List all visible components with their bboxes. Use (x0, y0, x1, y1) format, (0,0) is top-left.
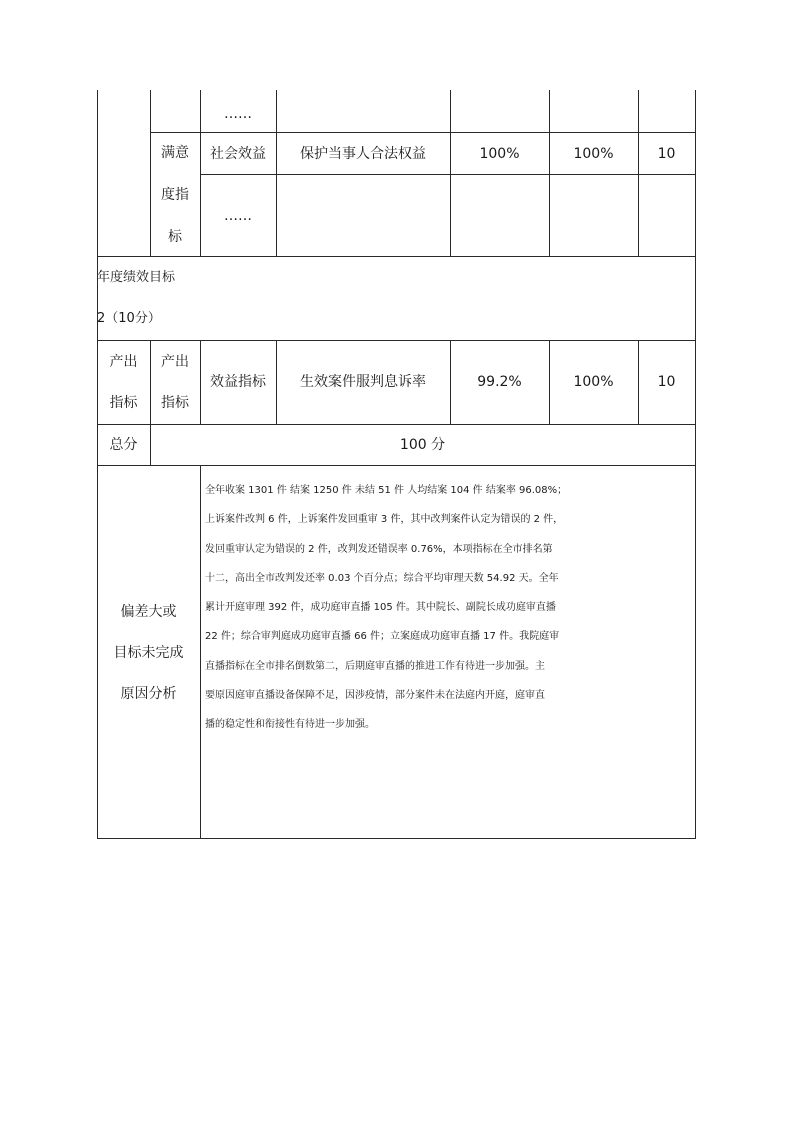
satisfaction-label-line2: 度指 (161, 187, 189, 203)
analysis-line: 上诉案件改判 6 件，上诉案件发回重审 3 件，其中改判案件认定为错误的 2 件， (205, 514, 564, 526)
analysis-label-line1: 偏差大或 (120, 604, 177, 620)
analysis-line: 要原因庭审直播设备保障不足，因涉疫情，部分案件未在法庭内开庭，庭审直 (205, 690, 545, 702)
analysis-text (205, 476, 695, 740)
satisfaction-label-line1: 满意 (161, 145, 189, 161)
output-label2-line1: 产出 (161, 354, 189, 370)
output-indicator: 生效案件服判息诉率 (300, 374, 426, 390)
col-divider (450, 90, 451, 256)
analysis-line: 累计开庭审理 392 件，成功庭审直播 105 件。其中院长、副院长成功庭审直播 (205, 602, 556, 614)
satisfaction-subtype: 社会效益 (210, 146, 266, 162)
analysis-line: 十二，高出全市改判发还率 0.03 个百分点；综合平均审理天数 54.92 天。全年 (205, 572, 559, 584)
analysis-label-line2: 目标未完成 (113, 645, 184, 661)
table-bottom-border (97, 838, 696, 839)
row-divider (200, 174, 696, 175)
analysis-line: 播的稳定性和衔接性有待进一步加强。 (205, 719, 375, 731)
col-divider (200, 465, 201, 839)
output-actual: 100% (573, 374, 614, 390)
satisfaction-label-line3: 标 (168, 229, 182, 245)
col-divider (638, 90, 639, 256)
output-label1-line1: 产出 (109, 354, 138, 370)
col-divider (549, 90, 550, 256)
row-divider (97, 256, 696, 257)
analysis-line: 全年收案 1301 件 结案 1250 件 未结 51 件 人均结案 104 件 结案率 96.08%； (205, 485, 568, 496)
satisfaction-target: 100% (479, 146, 520, 162)
row-divider (97, 424, 696, 425)
goal2-label-line2: 2（10分） (97, 311, 161, 326)
analysis-line: 直播指标在全市排名倒数第二，后期庭审直播的推进工作有待进一步加强。主 (205, 660, 545, 672)
row-divider (97, 465, 696, 466)
goal2-label-line1: 年度绩效目标 (97, 270, 176, 285)
output-subtype: 效益指标 (210, 374, 266, 390)
satisfaction-actual: 100% (573, 146, 614, 162)
analysis-label-line3: 原因分析 (120, 686, 177, 702)
total-label: 总分 (109, 437, 138, 453)
output-target: 99.2% (477, 374, 522, 390)
output-label1-line2: 指标 (109, 395, 138, 411)
col-divider (276, 90, 277, 256)
satisfaction-indicator: 保护当事人合法权益 (300, 146, 426, 162)
analysis-line: 发回重审认定为错误的 2 件，改判发还错误率 0.76%，本项指标在全市排名第 (205, 543, 553, 555)
output-label2-line2: 指标 (161, 395, 189, 411)
row-divider (150, 132, 696, 133)
ellipsis-cell: …… (224, 106, 252, 122)
output-score: 10 (657, 374, 676, 390)
total-value: 100 分 (399, 437, 446, 453)
ellipsis-cell: …… (224, 208, 252, 224)
satisfaction-score: 10 (657, 146, 676, 162)
analysis-line: 22 件；综合审判庭成功庭审直播 66 件；立案庭成功庭审直播 17 件。我院庭审 (205, 631, 560, 643)
row-divider (97, 340, 696, 341)
